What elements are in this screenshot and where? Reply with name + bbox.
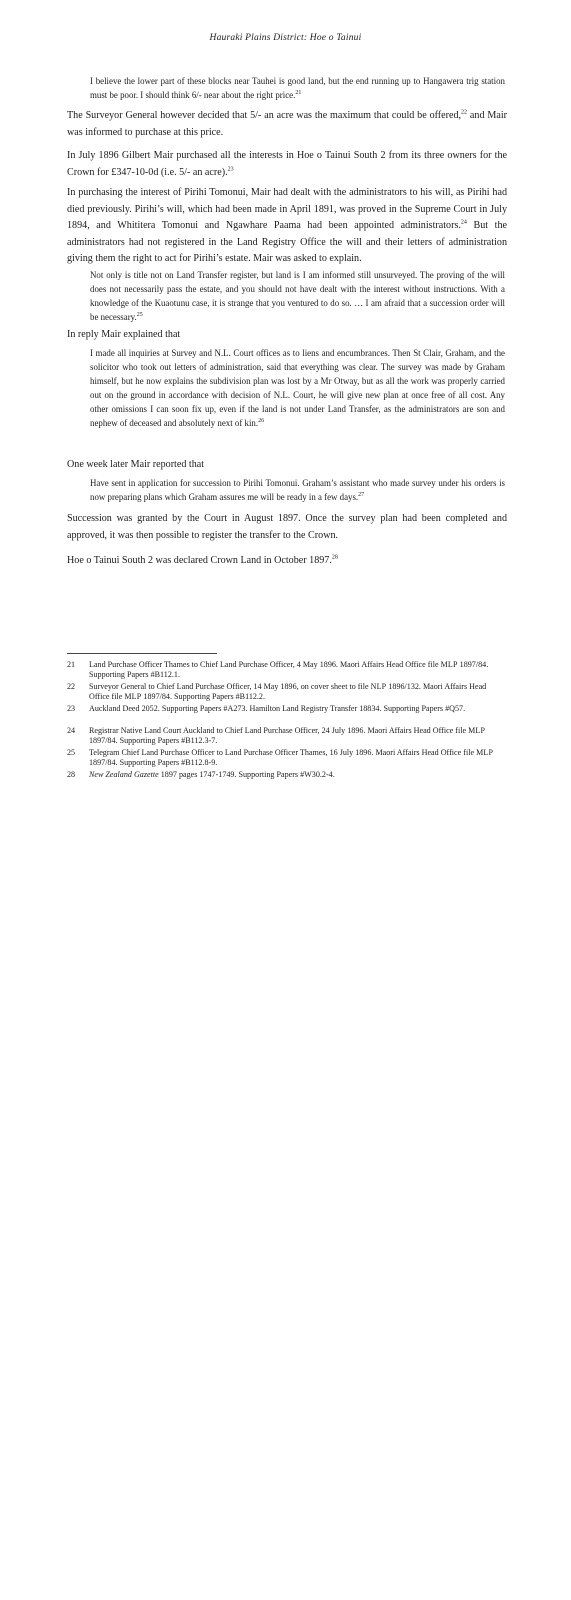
- footnote-text: [89, 682, 507, 703]
- footnote-text: [89, 704, 507, 714]
- quote-text: I made all inquiries at Survey and N.L. Court offices as to liens and encumbrances. Then St Clair, Graham, and the solicitor who took out letters of administration, said that everything was clear. The survey was made by Graham himself, but he now explains the subdivision plan was lost by a Mr Otway, but as all the work was properly carried out on the ground in accordance with decision of N.L. Court, he will give new plan at once free of all cost. Any other omissions I can soon fix up, even if the land is not under Land Transfer, as the administrators are son and nephew of deceased and absolutely next of kin.: [90, 348, 505, 428]
- footnote-number: 25: [67, 748, 76, 757]
- paragraph-text: In purchasing the interest of Pirihi Tomonui, Mair had dealt with the administrators to his will, as Pirihi had died previously. Pirihi’s will, which had been made in April 1891, was proved in the Supreme Court in July 1894, and Whititera Tomonui and Ngawhare Paama had been appointed administrators.: [67, 187, 507, 231]
- paragraph-3: [67, 185, 507, 268]
- footnote-segment: Registrar Native Land Court Auckland to Chief Land Purchase Officer, 24 July 1896. Maori Affairs Head Office file: [89, 726, 469, 735]
- footnote-ref: 23: [227, 166, 234, 173]
- footnote-segment: 1897/84. Supporting Papers #B112.1.: [89, 660, 489, 680]
- footnote-segment: Telegram Chief Land Purchase Officer to Land Purchase Officer Thames, 16 July 1896. Maori Affairs Head Office file: [89, 748, 477, 757]
- footnote-ref: 24: [460, 219, 467, 226]
- quote-text: Not only is title not on Land Transfer register, but land is I am informed still unsurveyed. The proving of the will does not necessarily pass the estate, and you should not have dealt with the interest without instructions. With a knowledge of the Kuaotunu case, it is strange that you ventured to do so. … I am afraid that a succession order will be necessary.: [90, 270, 505, 322]
- footnote-ref: 25: [136, 312, 143, 319]
- footnote-ref: 27: [358, 492, 365, 499]
- paragraph-text: But the administrators had not registered in the Land Registry Office the will and their letters of administration giving them the right to act for Pirihi’s estate. Mair was asked to explain.: [67, 220, 507, 264]
- footnote-segment: Surveyor General to Chief Land Purchase Officer, 14 May 1896, on cover sheet to file: [89, 682, 371, 691]
- paragraph-7: [67, 553, 507, 570]
- running-header: Hauraki Plains District: Hoe o Tainui: [209, 33, 362, 43]
- file-prefix: NLP: [370, 682, 387, 691]
- block-quote-2: [90, 268, 505, 324]
- footnote-text: [89, 770, 489, 780]
- footnote-segment: 1897/84. Supporting Papers #B112.2.: [141, 692, 266, 702]
- footnote-ref: 28: [331, 554, 338, 561]
- footnote-divider: [67, 653, 217, 654]
- paragraph-2: [67, 148, 507, 181]
- paragraph-text: and Mair was informed to purchase at this price.: [67, 110, 507, 138]
- file-prefix: MLP: [440, 660, 458, 669]
- block-quote-4: [90, 476, 505, 504]
- footnote-number: 24: [67, 726, 76, 735]
- footnote-ref: 26: [258, 418, 265, 425]
- file-prefix: MLP: [468, 726, 486, 735]
- paragraph-text: Hoe o Tainui South 2 was declared Crown Land in October 1897.: [67, 555, 332, 566]
- file-prefix: MLP: [124, 692, 142, 702]
- footnote-text: [89, 660, 507, 681]
- block-quote-1: [90, 74, 505, 102]
- block-quote-3: [90, 346, 505, 430]
- footnote-number: 21: [67, 660, 76, 669]
- quote-text: Have sent in application for succession to Pirihi Tomonui. Graham’s assistant who made survey under his orders is now preparing plans which Graham assures me will be ready in a few days.: [90, 478, 505, 502]
- footnote-segment: Land Purchase Officer Thames to Chief Land Purchase Officer, 4 May 1896. Maori Affairs Head Office file: [89, 660, 441, 669]
- footnote-segment: 1896/132. Maori Affairs Head Office file: [89, 682, 487, 702]
- paragraph-text: The Surveyor General however decided that 5/- an acre was the maximum that could be offered,: [67, 110, 462, 121]
- paragraph-text: In July 1896 Gilbert Mair purchased all the interests in Hoe o Tainui South 2 from its three owners for the Crown for £347-10-0d (i.e. 5/- an acre).: [67, 150, 507, 178]
- footnote-ref: 21: [295, 90, 302, 97]
- quote-text: I believe the lower part of these blocks near Tauhei is good land, but the end running up to Hangawera trig station must be poor. I should think 6/- near about the right price.: [90, 76, 505, 100]
- paragraph-4: In reply Mair explained that: [67, 329, 181, 340]
- footnote-segment: Auckland Deed 2052. Supporting Papers #A273. Hamilton Land Registry Transfer 18834. Supporting Papers #Q57.: [89, 704, 466, 713]
- footnote-number: 22: [67, 682, 76, 691]
- footnote-segment: 1897/84. Supporting Papers #B112.8-9.: [89, 758, 218, 768]
- footnote-text: [89, 748, 507, 769]
- paragraph-5: One week later Mair reported that: [67, 459, 205, 470]
- footnote-number: 23: [67, 704, 76, 713]
- file-prefix: MLP: [476, 748, 494, 757]
- paragraph-1: [67, 108, 507, 141]
- footnote-ref: 22: [461, 109, 468, 116]
- footnote-segment: 1897 pages 1747-1749. Supporting Papers #W30.2-4.: [158, 770, 335, 779]
- footnote-number: 28: [67, 770, 76, 779]
- publication-title: New Zealand Gazette: [89, 770, 159, 779]
- footnote-segment: 1897/84. Supporting Papers #B112.3-7.: [89, 736, 218, 746]
- footnote-text: [89, 726, 507, 747]
- paragraph-6: Succession was granted by the Court in August 1897. Once the survey plan had been completed and approved, it was then possible to register the transfer to the Crown.: [67, 513, 507, 541]
